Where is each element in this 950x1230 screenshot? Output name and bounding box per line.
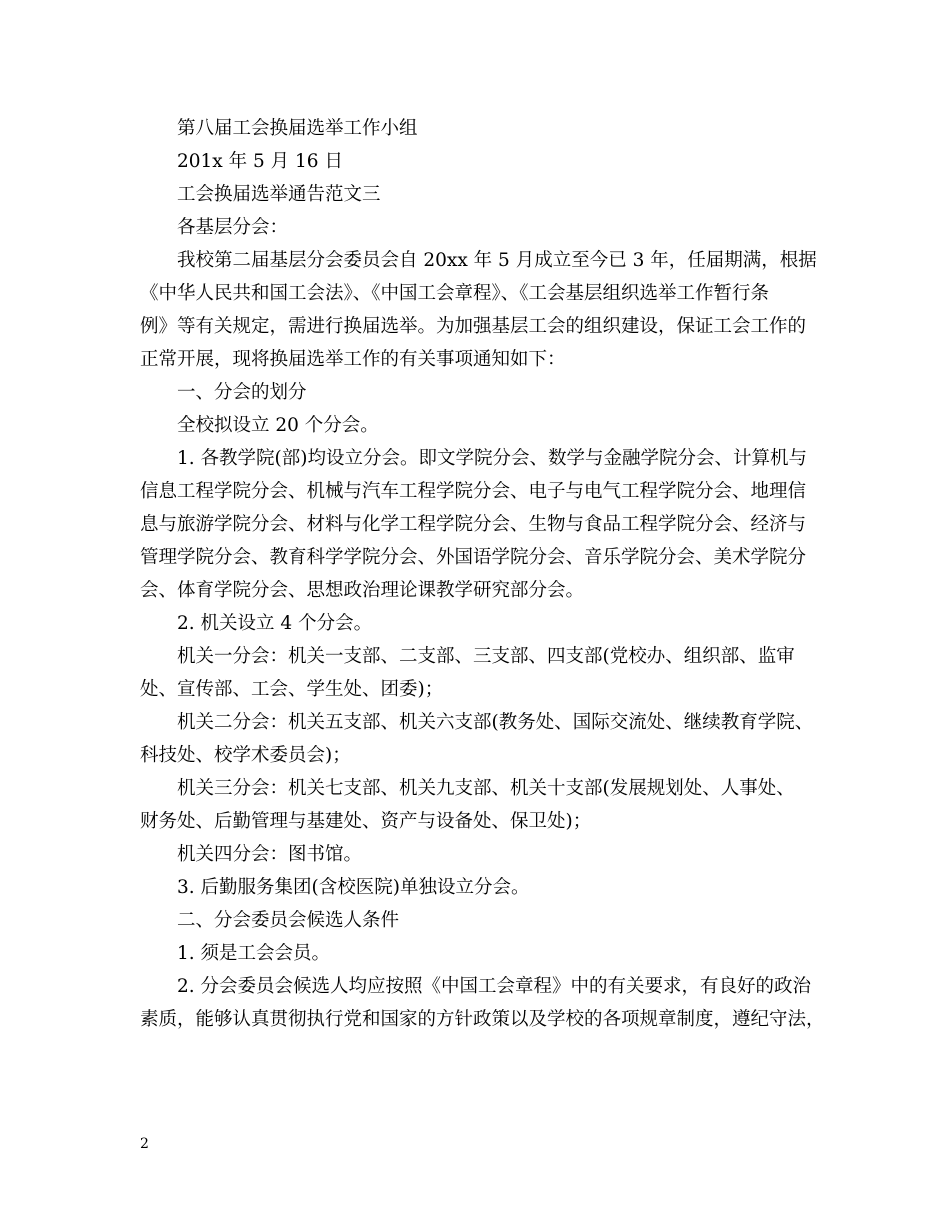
text-line: 工会换届选举通告范文三 — [177, 184, 381, 205]
text-line: 机关四分会：图书馆。 — [177, 844, 363, 865]
text-line: 各基层分会： — [177, 217, 289, 238]
text-line: 例》等有关规定，需进行换届选举。为加强基层工会的组织建设，保证工会工作的 — [140, 316, 807, 337]
text-line: 3. 后勤服务集团(含校医院)单独设立分会。 — [177, 877, 530, 898]
text-line: 1. 须是工会会员。 — [177, 943, 331, 964]
text-line: 我校第二届基层分会委员会自 20xx 年 5 月成立至今已 3 年，任届期满，根据 — [177, 250, 817, 271]
text-line: 机关一分会：机关一支部、二支部、三支部、四支部(党校办、组织部、监审 — [177, 646, 795, 667]
text-line: 《中华人民共和国工会法》、《中国工会章程》、《工会基层组织选举工作暂行条 — [140, 283, 770, 304]
section-heading: 二、分会委员会候选人条件 — [177, 910, 400, 931]
text-line: 201x 年 5 月 16 日 — [177, 151, 343, 172]
text-line: 全校拟设立 20 个分会。 — [177, 415, 379, 436]
text-line: 机关二分会：机关五支部、机关六支部(教务处、国际交流处、继续教育学院、 — [177, 712, 814, 733]
page-number: 2 — [140, 1136, 149, 1152]
section-heading: 一、分会的划分 — [177, 382, 307, 403]
text-line: 正常开展，现将换届选举工作的有关事项通知如下： — [140, 349, 566, 370]
text-line: 2. 分会委员会候选人均应按照《中国工会章程》中的有关要求，有良好的政治 — [177, 976, 812, 997]
text-line: 处、宣传部、工会、学生处、团委)； — [140, 679, 444, 700]
text-line: 2. 机关设立 4 个分会。 — [177, 613, 373, 634]
text-line: 信息工程学院分会、机械与汽车工程学院分会、电子与电气工程学院分会、地理信 — [140, 481, 807, 502]
text-line: 素质，能够认真贯彻执行党和国家的方针政策以及学校的各项规章制度，遵纪守法， — [140, 1009, 825, 1030]
document-body — [140, 112, 825, 1036]
text-line: 会、体育学院分会、思想政治理论课教学研究部分会。 — [140, 580, 585, 601]
text-line: 1. 各教学院(部)均设立分会。即文学院分会、数学与金融学院分会、计算机与 — [177, 448, 807, 469]
text-line: 科技处、校学术委员会)； — [140, 745, 351, 766]
text-line: 机关三分会：机关七支部、机关九支部、机关十支部(发展规划处、人事处、 — [177, 778, 795, 799]
text-line: 第八届工会换届选举工作小组 — [177, 118, 418, 139]
text-line: 管理学院分会、教育科学学院分会、外国语学院分会、音乐学院分会、美术学院分 — [140, 547, 807, 568]
text-line: 财务处、后勤管理与基建处、资产与设备处、保卫处)； — [140, 811, 592, 832]
text-line: 息与旅游学院分会、材料与化学工程学院分会、生物与食品工程学院分会、经济与 — [140, 514, 807, 535]
